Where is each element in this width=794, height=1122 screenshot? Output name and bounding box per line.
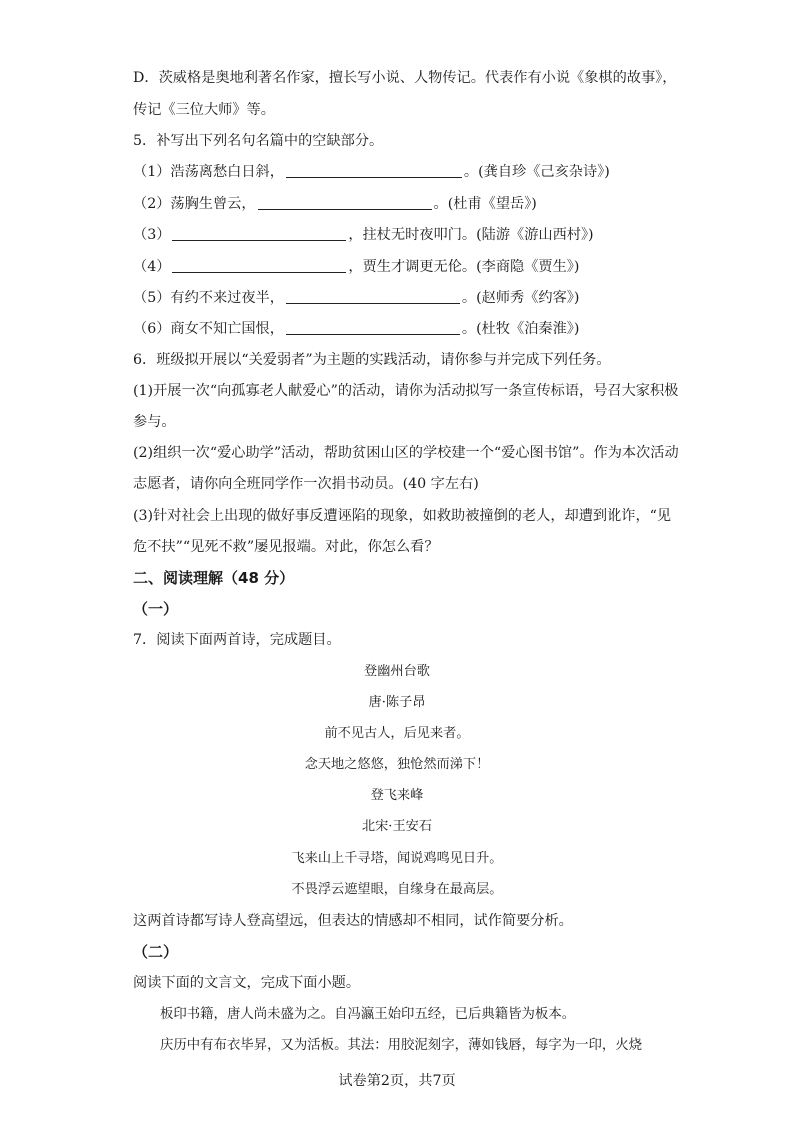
poem1-title: 登幽州台歌 xyxy=(364,664,430,679)
item-number: （2） xyxy=(133,196,171,212)
passage-line2: 庆历中有布衣毕昇，又为活板。其法：用胶泥刻字，薄如钱唇，每字为一印，火烧 xyxy=(160,1038,643,1053)
item-pre: 商女不知亡国恨， xyxy=(170,321,284,337)
section-heading: 二、阅读理解（48 分） xyxy=(133,569,295,587)
item-post: 。(杜甫《望岳》) xyxy=(433,196,537,212)
poem1-author: 唐·陈子昂 xyxy=(368,695,426,710)
page-footer: 试卷第2页，共7页 xyxy=(338,1073,456,1089)
q6-task3-line1: (3)针对社会上出现的做好事反遭诬陷的现象，如救助被撞倒的老人，却遭到讹诈，“见 xyxy=(133,508,672,524)
q5-item-6 xyxy=(133,319,664,339)
passage-line1: 板印书籍，唐人尚未盛为之。自冯瀛王始印五经，已后典籍皆为板本。 xyxy=(160,1007,576,1022)
poem2-line2: 不畏浮云遮望眼，自缘身在最高层。 xyxy=(291,882,503,897)
q5-stem: 5．补写出下列名句名篇中的空缺部分。 xyxy=(133,133,384,149)
poem2-title: 登飞来峰 xyxy=(370,788,424,803)
q7-stem: 7．阅读下面两首诗，完成题目。 xyxy=(133,632,341,648)
item-post: ，贾生才调更无伦。(李商隐《贾生》) xyxy=(348,259,580,275)
q4-option-d-line1: D．茨威格是奥地利著名作家，擅长写小说、人物传记。代表作有小说《象棋的故事》， xyxy=(133,70,677,86)
item-pre: 浩荡离愁白日斜， xyxy=(170,164,284,180)
part2-stem: 阅读下面的文言文，完成下面小题。 xyxy=(133,975,361,991)
q6-task2-line1: (2)组织一次“爱心助学”活动，帮助贫困山区的学校建一个“爱心图书馆”。作为本次活动 xyxy=(133,445,679,461)
item-post: ，拄杖无时夜叩门。(陆游《游山西村》) xyxy=(348,227,594,243)
q5-item-2 xyxy=(133,194,664,214)
answer-blank[interactable] xyxy=(172,226,346,241)
q6-task1-line2: 参与。 xyxy=(133,414,176,430)
q5-item-3 xyxy=(133,225,664,245)
poem1-line2: 念天地之悠悠，独怆然而涕下！ xyxy=(304,757,490,772)
q6-task1-line1: (1)开展一次“向孤寡老人献爱心”的活动，请你为活动拟写一条宣传标语，号召大家积极 xyxy=(133,383,679,399)
q5-item-4 xyxy=(133,257,664,277)
item-number: （6） xyxy=(133,321,171,337)
q7-question: 这两首诗都写诗人登高望远，但表达的情感却不相同，试作简要分析。 xyxy=(133,913,573,929)
answer-blank[interactable] xyxy=(258,195,432,210)
q6-task2-line2: 志愿者，请你向全班同学作一次捐书动员。(40 字左右) xyxy=(133,476,479,492)
item-number: （5） xyxy=(133,290,171,306)
answer-blank[interactable] xyxy=(172,258,346,273)
item-pre: 有约不来过夜半， xyxy=(170,290,284,306)
answer-blank[interactable] xyxy=(286,289,460,304)
q6-stem: 6．班级拟开展以“关爱弱者”为主题的实践活动，请你参与并完成下列任务。 xyxy=(133,352,611,368)
item-number: （1） xyxy=(133,164,171,180)
item-number: （4） xyxy=(133,259,171,275)
poem2-author: 北宋·王安石 xyxy=(361,819,433,834)
q4-option-d-line2: 传记《三位大师》等。 xyxy=(133,102,275,118)
subsection-heading-1: （一） xyxy=(133,600,179,618)
answer-blank[interactable] xyxy=(286,163,462,178)
q6-task3-line2: 危不扶”“见死不救”屡见报端。对此，你怎么看？ xyxy=(133,539,439,555)
item-number: （3） xyxy=(133,227,171,243)
item-post: 。(龚自珍《己亥杂诗》) xyxy=(463,164,610,180)
item-post: 。(杜牧《泊秦淮》) xyxy=(461,321,580,337)
item-pre: 荡胸生曾云， xyxy=(170,196,256,212)
q5-item-1 xyxy=(133,162,664,182)
subsection-heading-2: （二） xyxy=(133,943,179,961)
poem1-line1: 前不见古人，后见来者。 xyxy=(324,726,470,741)
poem2-line1: 飞来山上千寻塔，闻说鸡鸣见日升。 xyxy=(291,851,503,866)
item-post: 。(赵师秀《约客》) xyxy=(461,290,580,306)
q5-item-5 xyxy=(133,288,664,308)
answer-blank[interactable] xyxy=(286,320,460,335)
